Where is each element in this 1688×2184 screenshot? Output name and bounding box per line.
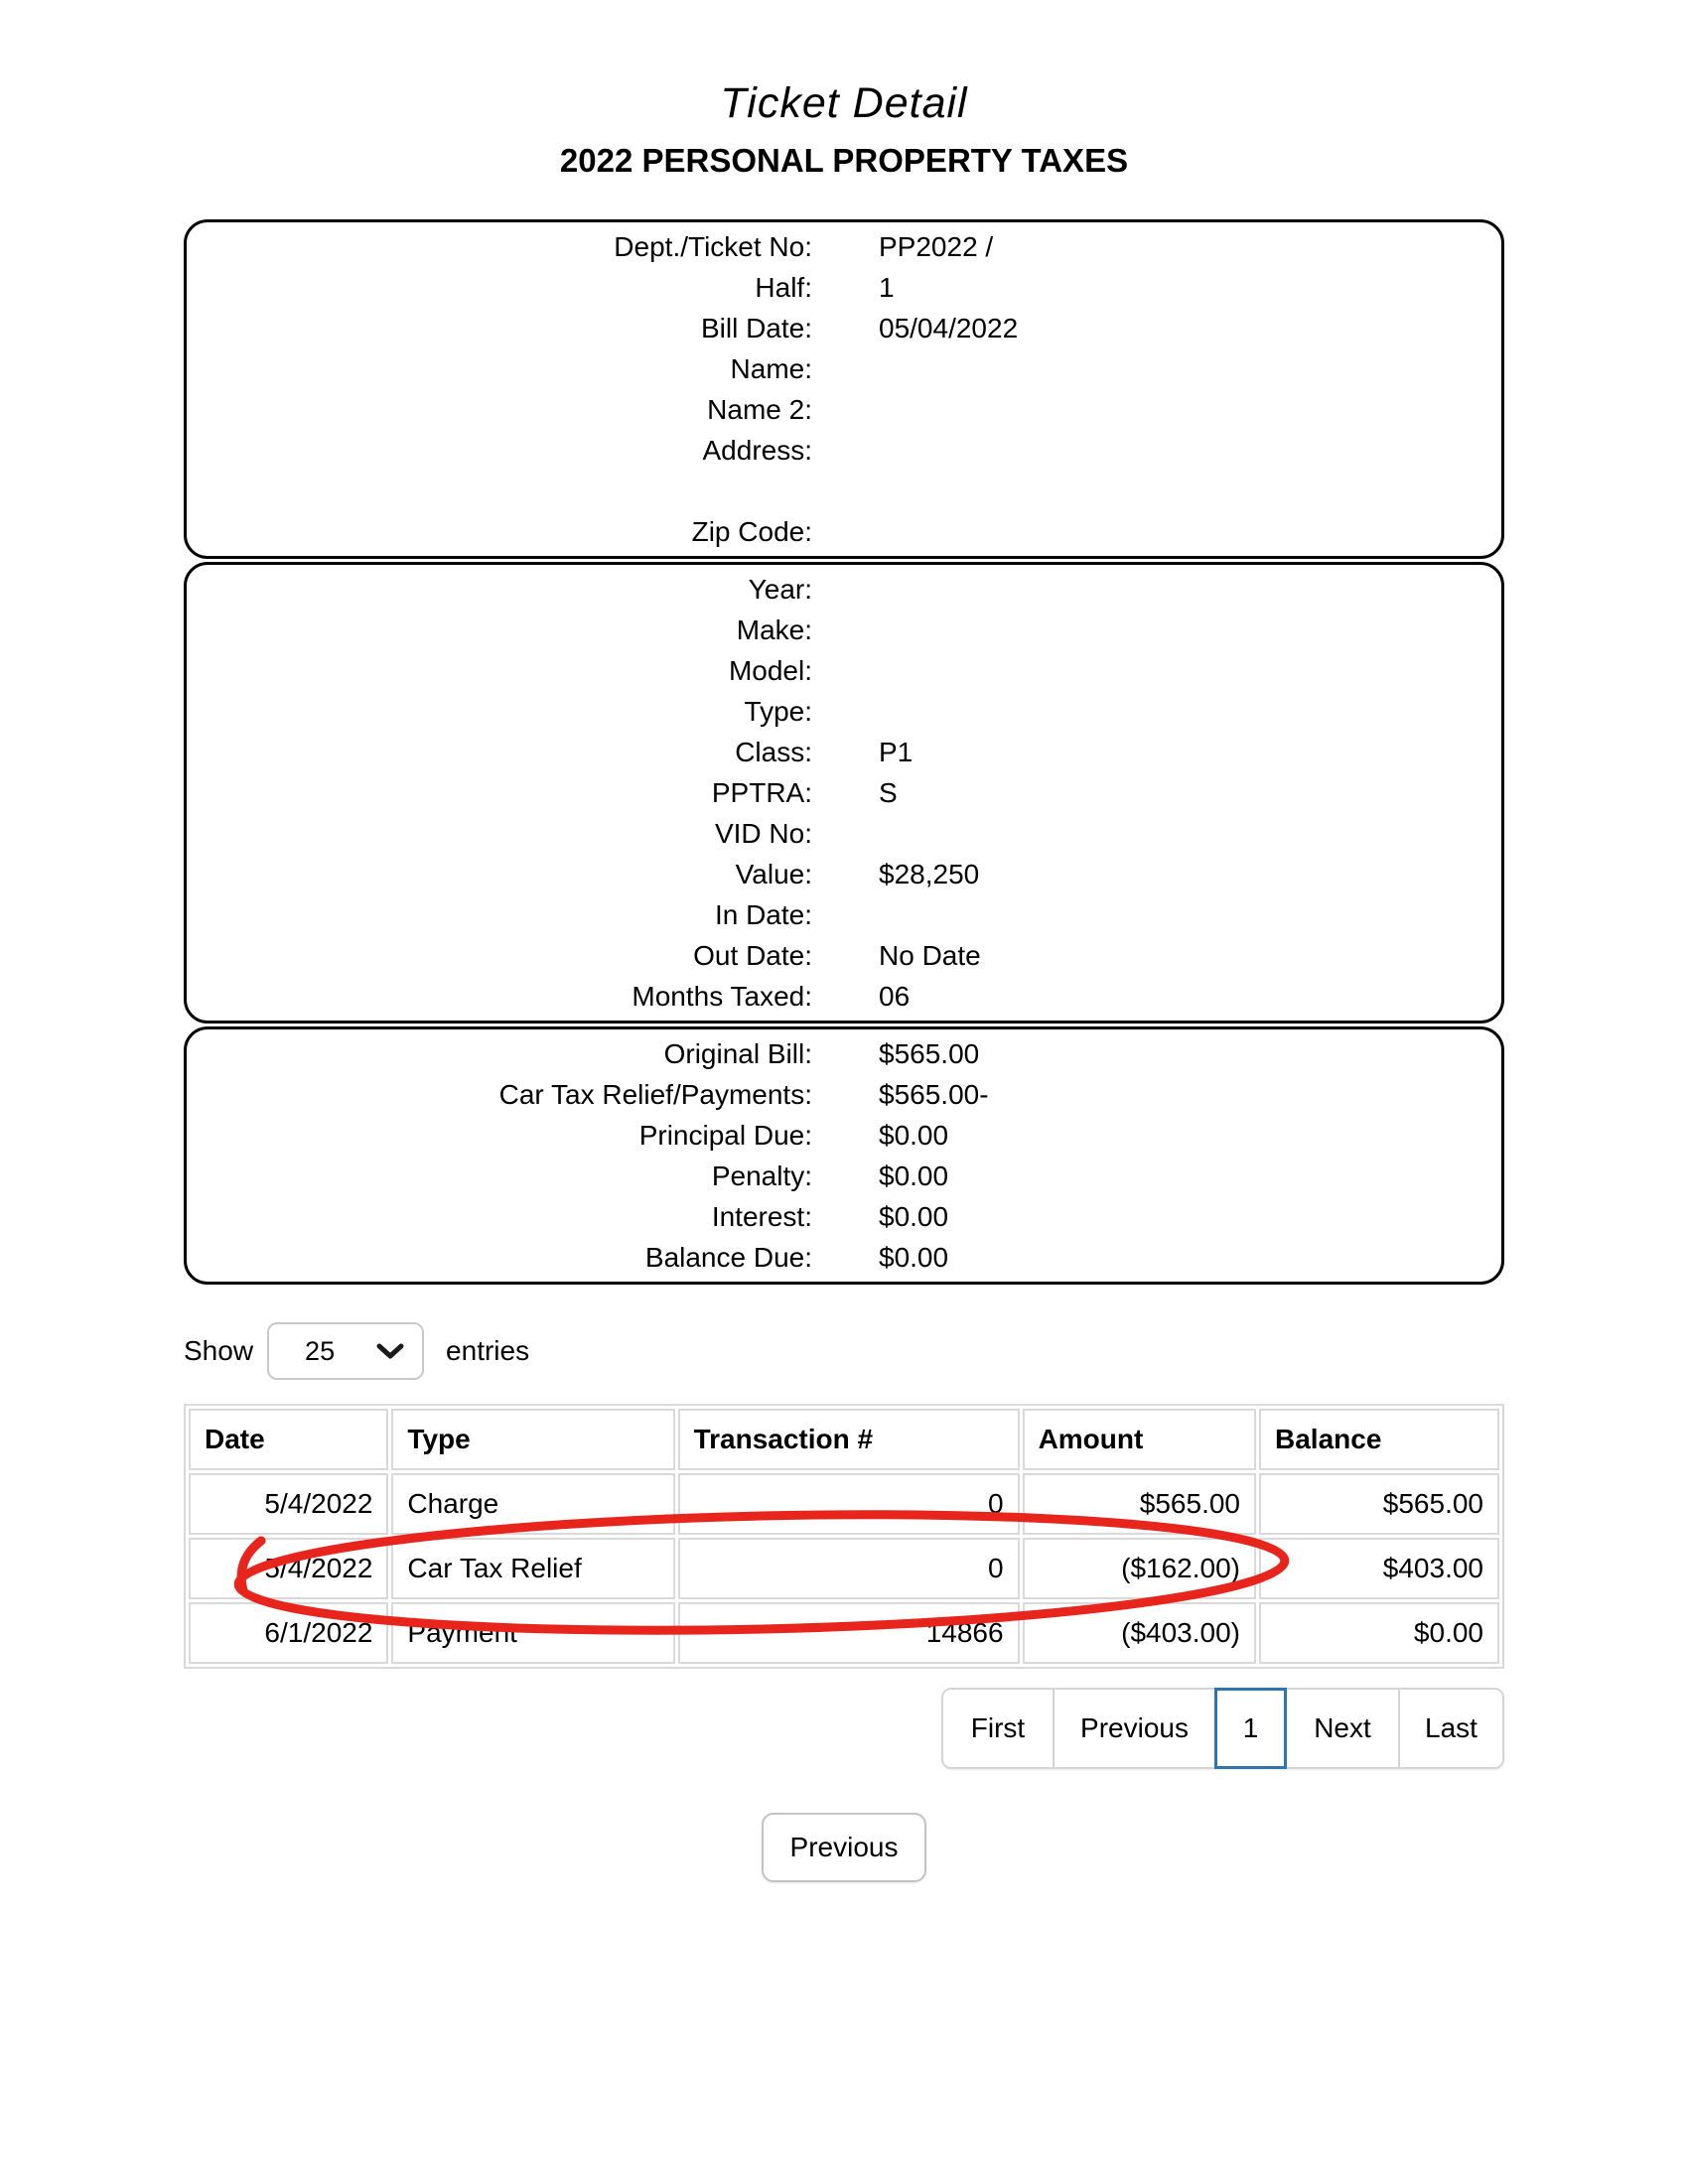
ticket-info-box bbox=[184, 219, 1504, 559]
field-row bbox=[187, 976, 1501, 1017]
field-value: No Date bbox=[879, 940, 981, 971]
field-row bbox=[187, 267, 1501, 308]
field-value bbox=[812, 348, 879, 389]
content bbox=[184, 219, 1504, 1882]
field-value bbox=[812, 894, 879, 935]
field-label: Year: bbox=[748, 574, 812, 605]
cell-type: Payment bbox=[391, 1602, 674, 1664]
field-label: Out Date: bbox=[693, 940, 812, 971]
field-row bbox=[187, 854, 1501, 894]
field-row bbox=[187, 610, 1501, 650]
field-value bbox=[812, 511, 879, 552]
cell-transaction: 14866 bbox=[678, 1602, 1020, 1664]
table-row bbox=[189, 1473, 1499, 1535]
field-row bbox=[187, 430, 1501, 471]
transactions-table bbox=[184, 1404, 1504, 1669]
page-size-value: 25 bbox=[305, 1335, 336, 1366]
field-value bbox=[812, 650, 879, 691]
field-value: 1 bbox=[879, 272, 895, 303]
field-value: $565.00 bbox=[879, 1038, 980, 1069]
field-value bbox=[812, 389, 879, 430]
column-header-amount: Amount bbox=[1023, 1409, 1256, 1470]
field-label: Class: bbox=[735, 737, 812, 767]
cell-balance: $565.00 bbox=[1259, 1473, 1499, 1535]
pagination-page-1-button[interactable]: 1 bbox=[1214, 1688, 1287, 1769]
field-row bbox=[187, 471, 1501, 511]
cell-amount: $565.00 bbox=[1023, 1473, 1256, 1535]
billing-summary-box bbox=[184, 1026, 1504, 1285]
field-label: Balance Due: bbox=[644, 1242, 812, 1273]
field-label: Half: bbox=[755, 272, 812, 303]
field-label: Value: bbox=[735, 859, 812, 889]
field-value: $0.00 bbox=[879, 1201, 949, 1232]
field-label: Name 2: bbox=[707, 394, 812, 425]
field-row bbox=[187, 732, 1501, 772]
field-row bbox=[187, 511, 1501, 552]
field-label: Principal Due: bbox=[638, 1120, 812, 1151]
field-label: Name: bbox=[730, 353, 812, 384]
column-header-date: Date bbox=[189, 1409, 388, 1470]
table-header-row bbox=[189, 1409, 1499, 1470]
cell-type: Car Tax Relief bbox=[391, 1538, 674, 1599]
vehicle-info-box bbox=[184, 562, 1504, 1024]
field-row bbox=[187, 1074, 1501, 1115]
field-row bbox=[187, 1115, 1501, 1156]
field-value bbox=[812, 430, 879, 471]
field-row bbox=[187, 650, 1501, 691]
field-label: Dept./Ticket No: bbox=[614, 231, 812, 262]
field-value bbox=[812, 569, 879, 610]
cell-date: 5/4/2022 bbox=[189, 1473, 388, 1535]
cell-type: Charge bbox=[391, 1473, 674, 1535]
field-label: VID No: bbox=[714, 818, 812, 849]
field-label: Zip Code: bbox=[691, 516, 812, 547]
cell-transaction: 0 bbox=[678, 1473, 1020, 1535]
field-value: $0.00 bbox=[879, 1160, 949, 1191]
field-label: Original Bill: bbox=[663, 1038, 812, 1069]
field-label: In Date: bbox=[714, 899, 812, 930]
field-row bbox=[187, 569, 1501, 610]
field-row bbox=[187, 1237, 1501, 1278]
pagination-last-button[interactable]: Last bbox=[1398, 1690, 1502, 1767]
show-label: Show bbox=[184, 1335, 254, 1366]
entries-label: entries bbox=[446, 1335, 530, 1366]
field-label: Car Tax Relief/Payments: bbox=[498, 1079, 812, 1110]
field-row bbox=[187, 691, 1501, 732]
field-row bbox=[187, 308, 1501, 348]
field-label bbox=[187, 471, 812, 511]
field-label: Penalty: bbox=[711, 1160, 812, 1191]
field-row bbox=[187, 226, 1501, 267]
cell-date: 5/4/2022 bbox=[189, 1538, 388, 1599]
field-row bbox=[187, 813, 1501, 854]
field-value: $0.00 bbox=[879, 1120, 949, 1151]
field-row bbox=[187, 1196, 1501, 1237]
chevron-down-icon bbox=[376, 1343, 404, 1360]
cell-balance: $0.00 bbox=[1259, 1602, 1499, 1664]
cell-amount: ($162.00) bbox=[1023, 1538, 1256, 1599]
field-label: Type: bbox=[744, 696, 812, 727]
field-label: Make: bbox=[736, 614, 812, 645]
field-value bbox=[812, 471, 879, 511]
page-subtitle: 2022 PERSONAL PROPERTY TAXES bbox=[559, 142, 1129, 179]
entries-bar bbox=[184, 1322, 1504, 1380]
field-row bbox=[187, 1033, 1501, 1074]
field-value: P1 bbox=[879, 737, 914, 767]
pagination bbox=[941, 1688, 1504, 1769]
cell-transaction: 0 bbox=[678, 1538, 1020, 1599]
field-value bbox=[812, 610, 879, 650]
pagination-previous-button[interactable]: Previous bbox=[1053, 1690, 1214, 1767]
field-label: Interest: bbox=[711, 1201, 812, 1232]
field-row bbox=[187, 894, 1501, 935]
column-header-balance: Balance bbox=[1259, 1409, 1499, 1470]
cell-balance: $403.00 bbox=[1259, 1538, 1499, 1599]
column-header-type: Type bbox=[391, 1409, 674, 1470]
field-row bbox=[187, 389, 1501, 430]
field-value: $28,250 bbox=[879, 859, 980, 889]
field-value: PP2022 / bbox=[879, 231, 994, 262]
field-value: 05/04/2022 bbox=[879, 313, 1019, 343]
field-value: $0.00 bbox=[879, 1242, 949, 1273]
pagination-next-button[interactable]: Next bbox=[1287, 1690, 1398, 1767]
cell-amount: ($403.00) bbox=[1023, 1602, 1256, 1664]
page-size-select[interactable] bbox=[267, 1322, 424, 1380]
field-row bbox=[187, 772, 1501, 813]
field-value: 06 bbox=[879, 981, 911, 1012]
column-header-transaction: Transaction # bbox=[678, 1409, 1020, 1470]
page-title: Ticket Detail bbox=[720, 79, 968, 127]
field-value: S bbox=[879, 777, 898, 808]
field-row bbox=[187, 1156, 1501, 1196]
table-row-annotated bbox=[189, 1538, 1499, 1599]
table-row bbox=[189, 1602, 1499, 1664]
field-label: PPTRA: bbox=[711, 777, 812, 808]
field-label: Months Taxed: bbox=[632, 981, 812, 1012]
field-row bbox=[187, 935, 1501, 976]
field-row bbox=[187, 348, 1501, 389]
previous-page-button[interactable]: Previous bbox=[762, 1813, 926, 1882]
field-value bbox=[812, 691, 879, 732]
cell-date: 6/1/2022 bbox=[189, 1602, 388, 1664]
field-value: $565.00- bbox=[879, 1079, 989, 1110]
pagination-first-button[interactable]: First bbox=[943, 1690, 1053, 1767]
field-label: Address: bbox=[702, 435, 812, 466]
field-value bbox=[812, 813, 879, 854]
field-label: Bill Date: bbox=[700, 313, 812, 343]
field-label: Model: bbox=[728, 655, 812, 686]
